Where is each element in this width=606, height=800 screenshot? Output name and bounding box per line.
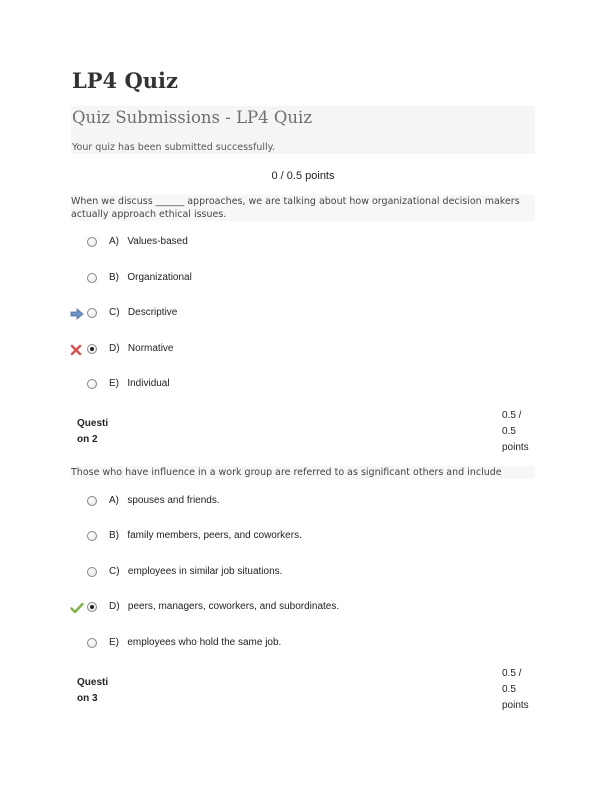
radio-button[interactable] bbox=[87, 638, 97, 648]
radio-button[interactable] bbox=[87, 496, 97, 506]
answer-label: C) Descriptive bbox=[109, 307, 178, 318]
question-2-text: Those who have influence in a work group are referred to as significant others and include bbox=[71, 466, 535, 479]
answer-label: A) spouses and friends. bbox=[109, 495, 220, 506]
answer-label: B) family members, peers, and coworkers. bbox=[109, 530, 302, 541]
question-2-answer-a[interactable] bbox=[70, 495, 370, 509]
question-1-answer-c[interactable] bbox=[70, 307, 370, 321]
radio-button[interactable] bbox=[87, 531, 97, 541]
question-1-answer-e[interactable] bbox=[70, 378, 370, 392]
answer-label: A) Values-based bbox=[109, 236, 188, 247]
question-2-label: Questi on 2 bbox=[77, 418, 109, 445]
question-1-text: When we discuss ______ approaches, we are talking about how organizational decision makers actually approach ethical issues. bbox=[71, 195, 535, 221]
question-3-points: 0.5 / 0.5 points bbox=[502, 668, 529, 711]
radio-button[interactable] bbox=[87, 237, 97, 247]
question-3-label: Questi on 3 bbox=[77, 677, 109, 704]
question-1-answer-d[interactable] bbox=[70, 343, 370, 357]
radio-button-selected[interactable] bbox=[87, 344, 97, 354]
answer-label: E) Individual bbox=[109, 378, 170, 389]
radio-button[interactable] bbox=[87, 308, 97, 318]
radio-button[interactable] bbox=[87, 379, 97, 389]
answer-label: D) Normative bbox=[109, 343, 174, 354]
submission-header bbox=[71, 106, 535, 154]
submission-title: Quiz Submissions - LP4 Quiz bbox=[72, 108, 313, 127]
radio-button[interactable] bbox=[87, 567, 97, 577]
answer-label: D) peers, managers, coworkers, and subordinates. bbox=[109, 601, 340, 612]
question-2-answer-c[interactable] bbox=[70, 566, 370, 580]
arrow-right-icon bbox=[70, 308, 84, 320]
check-icon bbox=[70, 602, 84, 614]
answer-label: C) employees in similar job situations. bbox=[109, 566, 283, 577]
answer-label: E) employees who hold the same job. bbox=[109, 637, 282, 648]
radio-button-selected[interactable] bbox=[87, 602, 97, 612]
question-2-answer-b[interactable] bbox=[70, 530, 370, 544]
question-1-points: 0 / 0.5 points bbox=[271, 170, 335, 182]
answer-label: B) Organizational bbox=[109, 272, 192, 283]
page-title: LP4 Quiz bbox=[72, 68, 178, 93]
question-1-answer-a[interactable] bbox=[70, 236, 370, 250]
question-2-answer-d[interactable] bbox=[70, 601, 370, 615]
submission-message: Your quiz has been submitted successfully. bbox=[72, 142, 275, 153]
x-icon bbox=[70, 344, 84, 356]
question-2-answer-e[interactable] bbox=[70, 637, 370, 651]
question-2-points: 0.5 / 0.5 points bbox=[502, 410, 529, 453]
radio-button[interactable] bbox=[87, 273, 97, 283]
question-1-answer-b[interactable] bbox=[70, 272, 370, 286]
